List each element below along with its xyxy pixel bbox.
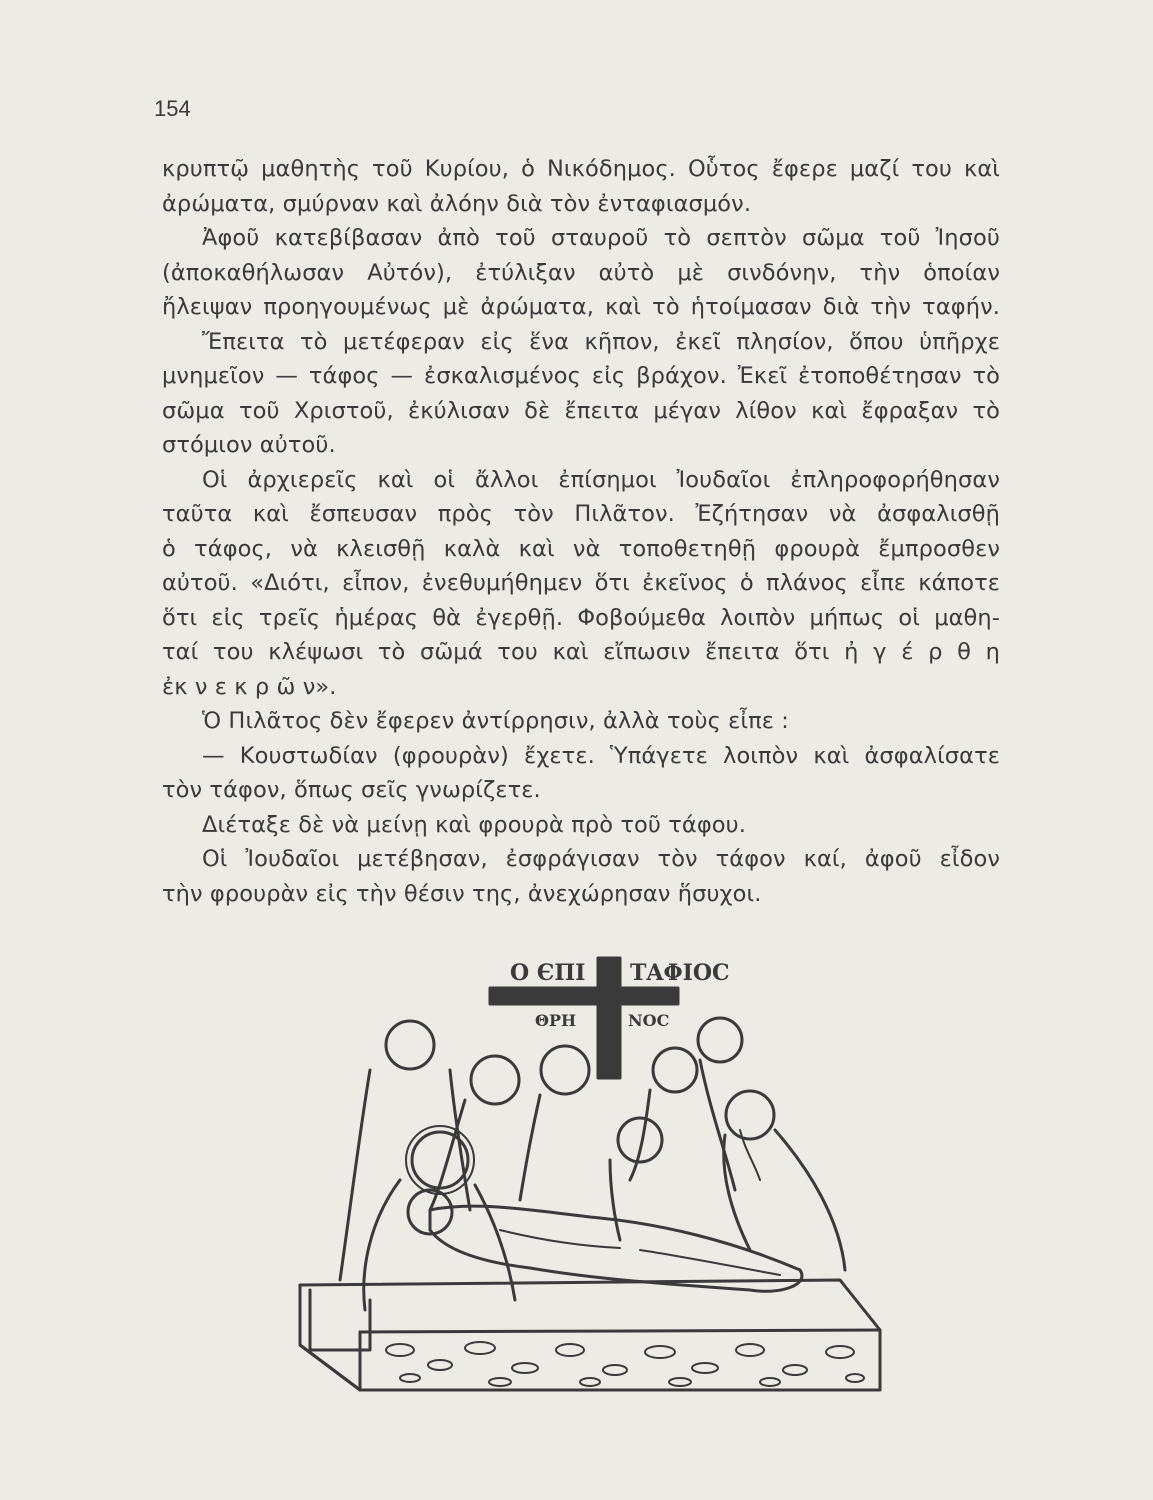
inscription-right-bottom: ΝΟϹ bbox=[628, 1011, 670, 1030]
text-line: (ἀποκαθήλωσαν Αὐτόν), ἐτύλιξαν αὐτὸ μὲ σινδόνην, τὴν ὁποίαν bbox=[162, 259, 1000, 286]
text-line: Ὁ Πιλᾶτος δὲν ἔφερεν ἀντίρρησιν, ἀλλὰ τοὺς εἶπε : bbox=[202, 708, 789, 734]
text-line: αὐτοῦ. «Διότι, εἶπον, ἐνεθυμήθημεν ὅτι ἐκεῖνος ὁ πλάνος εἶπε κάποτε bbox=[162, 570, 1000, 596]
text-line: σῶμα τοῦ Χριστοῦ, ἐκύλισαν δὲ ἔπειτα μέγαν λίθον καὶ ἔφραξαν τὸ bbox=[162, 397, 1000, 424]
text-line: κρυπτῷ μαθητὴς τοῦ Κυρίου, ὁ Νικόδημος. Οὗτος ἔφερε μαζί του καὶ bbox=[162, 156, 1000, 182]
cross-vertical-beam bbox=[598, 958, 620, 1078]
page-number: 154 bbox=[154, 96, 191, 121]
text-line: Οἱ ἀρχιερεῖς καὶ οἱ ἄλλοι ἐπίσημοι Ἰουδαῖοι ἐπληροφορήθησαν bbox=[202, 466, 1000, 493]
tomb-top-edge bbox=[360, 1330, 880, 1332]
text-line: ἀρώματα, σμύρναν καὶ ἀλόην διὰ τὸν ἐνταφιασμόν. bbox=[162, 190, 752, 217]
text-line: Διέταξε δὲ νὰ μείνῃ καὶ φρουρὰ πρὸ τοῦ τάφου. bbox=[202, 811, 747, 838]
cross-horizontal-beam bbox=[490, 988, 678, 1004]
text-line: ὁ τάφος, νὰ κλεισθῇ καλὰ καὶ νὰ τοποθετηθῇ φρουρὰ ἔμπροσθεν bbox=[162, 535, 1000, 562]
illustration-svg bbox=[280, 950, 900, 1430]
inscription-left-bottom: ΘΡΗ bbox=[535, 1011, 577, 1030]
text-line: ταί του κλέψωσι τὸ σῶμά του καὶ εἴπωσιν ἔπειτα ὅτι ἠ γ έ ρ θ η bbox=[162, 639, 1000, 665]
text-line: τὴν φρουρὰν εἰς τὴν θέσιν της, ἀνεχώρησαν ἥσυχοι. bbox=[162, 880, 762, 907]
inscription-right-top: ΤΑΦΙΟϹ bbox=[630, 960, 730, 986]
text-line: ὅτι εἰς τρεῖς ἡμέρας θὰ ἐγερθῇ. Φοβούμεθα λοιπὸν μήπως οἱ μαθη- bbox=[162, 604, 1000, 631]
mourning-figures bbox=[340, 1018, 845, 1310]
text-line: Ἔπειτα τὸ μετέφεραν εἰς ἕνα κῆπον, ἐκεῖ πλησίον, ὅπου ὑπῆρχε bbox=[202, 328, 1000, 355]
tomb-edge bbox=[300, 1345, 360, 1390]
tomb-stones bbox=[386, 1342, 864, 1386]
text-line: στόμιον αὐτοῦ. bbox=[162, 432, 336, 458]
text-line: — Κουστωδίαν (φρουρὰν) ἔχετε. Ὑπάγετε λοιπὸν καὶ ἀσφαλίσατε bbox=[202, 742, 1000, 769]
text-line: ταῦτα καὶ ἔσπευσαν πρὸς τὸν Πιλᾶτον. Ἐζήτησαν νὰ ἀσφαλισθῇ bbox=[162, 501, 1000, 527]
text-line: τὸν τάφον, ὅπως σεῖς γνωρίζετε. bbox=[162, 777, 541, 803]
tomb-slab bbox=[300, 1280, 880, 1390]
text-line: Οἱ Ἰουδαῖοι μετέβησαν, ἐσφράγισαν τὸν τάφον καί, ἀφοῦ εἶδον bbox=[202, 846, 1000, 872]
inscription-left-top: Ο ЄΠΙ bbox=[510, 960, 586, 986]
text-line: ἤλειψαν προηγουμένως μὲ ἀρώματα, καὶ τὸ ἡτοίμασαν διὰ τὴν ταφήν. bbox=[162, 294, 1000, 320]
text-line: ἐκ ν ε κ ρ ῶ ν». bbox=[162, 673, 337, 700]
body-text bbox=[162, 152, 1000, 911]
text-line: μνημεῖον — τάφος — ἐσκαλισμένος εἰς βράχον. Ἐκεῖ ἐτοποθέτησαν τὸ bbox=[162, 363, 1000, 389]
text-line: Ἀφοῦ κατεβίβασαν ἀπὸ τοῦ σταυροῦ τὸ σεπτὸν σῶμα τοῦ Ἰησοῦ bbox=[202, 225, 1000, 251]
epitaphios-woodcut-illustration bbox=[280, 950, 900, 1430]
